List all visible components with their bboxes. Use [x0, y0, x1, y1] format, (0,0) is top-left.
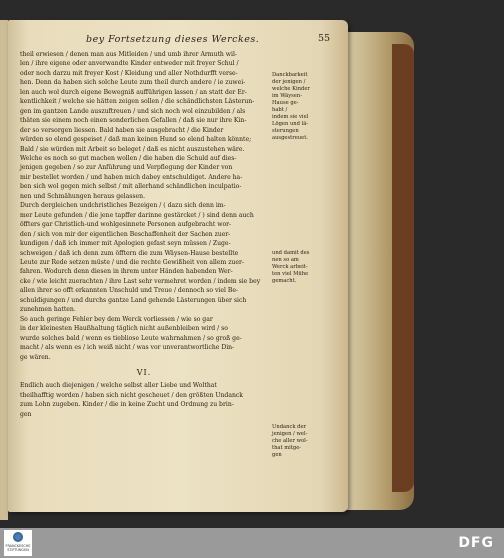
book-cover [392, 44, 414, 492]
running-header: bey Fortsetzung dieses Werckes. [86, 34, 260, 45]
section-heading: VI. [136, 367, 152, 377]
paragraph: Durch dergleichen undchristliches Bezeigen / ( dazu sich denn im- mer Leute gefunden / die jene tapffer darinne gestärcket / ) sind denn auch öffters gar Christlich-und wohlgesinnete Personen aufgebracht wor- den / sich von mir der eigentlichen Beschaffenheit der Sachen zuer- kundigen / daß ich immer mit Apologien gefast seyn müssen / Zuge- schweigen / daß ich denn zum öfftern die zum Wäysen-Hause bestellte Leute zur Rede setzen müste / und die rechte Gewißheit von allem zuer- fahren. Wodurch denn diesen in ihrem unter Händen habenden Wer- cke / wie leicht zuerachten / ihre Last sehr vermehret worden / indem sie bey allen ihrer so offt erkannten Unschuld und Treue / dennoch so viel Be- schuldigungen / und durchs gantze Land gehende Lästerungen über sich zunehmen hatten. [20, 202, 261, 314]
body-text [20, 50, 268, 419]
margin-note: Danckbarkeit der jenigen / welche Kinder im Wäysen- Hause ge- habt / indem sie viel Lögen und lä- sterungen ausgestreuet. [272, 72, 310, 141]
paragraph: theil erwiesen / denen man aus Mitleiden / und umb ihrer Armuth wil- len / ihre eigene oder anverwandte Kinder entweder mit freyer Schul / oder noch darzu mit freyer Kost / Kleidung und aller Nothdurfft verse- hen. Denn da haben sich solche Leute zum theil durch andere / ie zuwei- len auch wol durch eigene Bewegniß aufführigen lassen / an statt der Er- kentlichkeit / welche sie hätten zeigen sollen / die schändlichsten Lästerun- gen im gantzen Lande auszuftreuen / und sich noch wol einzubilden / als thäten sie einem noch einen sonderlichen Gefallen / daß sie nur ihre Kin- der so versorgen liessen. Bald haben sie ausgebracht / die Kinder würden so elend gespeiset / daß man keinen Hund so elend halten könnte; Bald / sie würden mit Arbeit so beleget / daß es nicht auszustehen wäre. Welche es noch so gut machen wollen / die haben die Schuld auf dies- jenigen gegeben / so zur Anführung und Verpflegung der Kinder von mir bestellet worden / und haben mich dabey entschuldiget. Andere ha- ben sich wol gegen mich selbst / mit allerhand schändlichen inculpatio- nen und Schmähungen heraus gelassen. [20, 51, 255, 200]
foundation-emblem-icon [13, 532, 23, 542]
margin-note: Undanck der jenigen / wel- che aller wol- that mitge- gen [272, 424, 308, 458]
franckesche-stiftungen-logo[interactable] [4, 530, 32, 556]
dfg-logo[interactable]: DFG [458, 535, 494, 551]
page-number: 55 [318, 33, 331, 44]
paragraph: Endlich auch diejenigen / welche selbst aller Liebe und Wolthat theilhafftig worden / haben sich nicht gescheuet / den größten Undanck zum Lohn zugeben. Kinder / die in keine Zucht und Ordnung zu brin- gen [20, 382, 243, 418]
margin-note: und damit des nen so am Werck arbeit- ten viel Mühe gemacht. [272, 250, 310, 284]
paragraph: So auch geringe Fehler bey dem Werck vorliessen / wie so gar in der kleinesten Haußhaltung täglich nicht außenbleiben wird / so wurde solches bald / wenn es tiebliose Leute wahrnahmen / so groß ge- macht / als wenn es / ich weiß nicht / was vor unverantwortliche Din- ge wären. [20, 315, 242, 361]
left-page-edge [0, 20, 8, 520]
footer-bar [0, 528, 504, 558]
logo-label: FRANCKESCHE STIFTUNGEN [5, 544, 31, 552]
